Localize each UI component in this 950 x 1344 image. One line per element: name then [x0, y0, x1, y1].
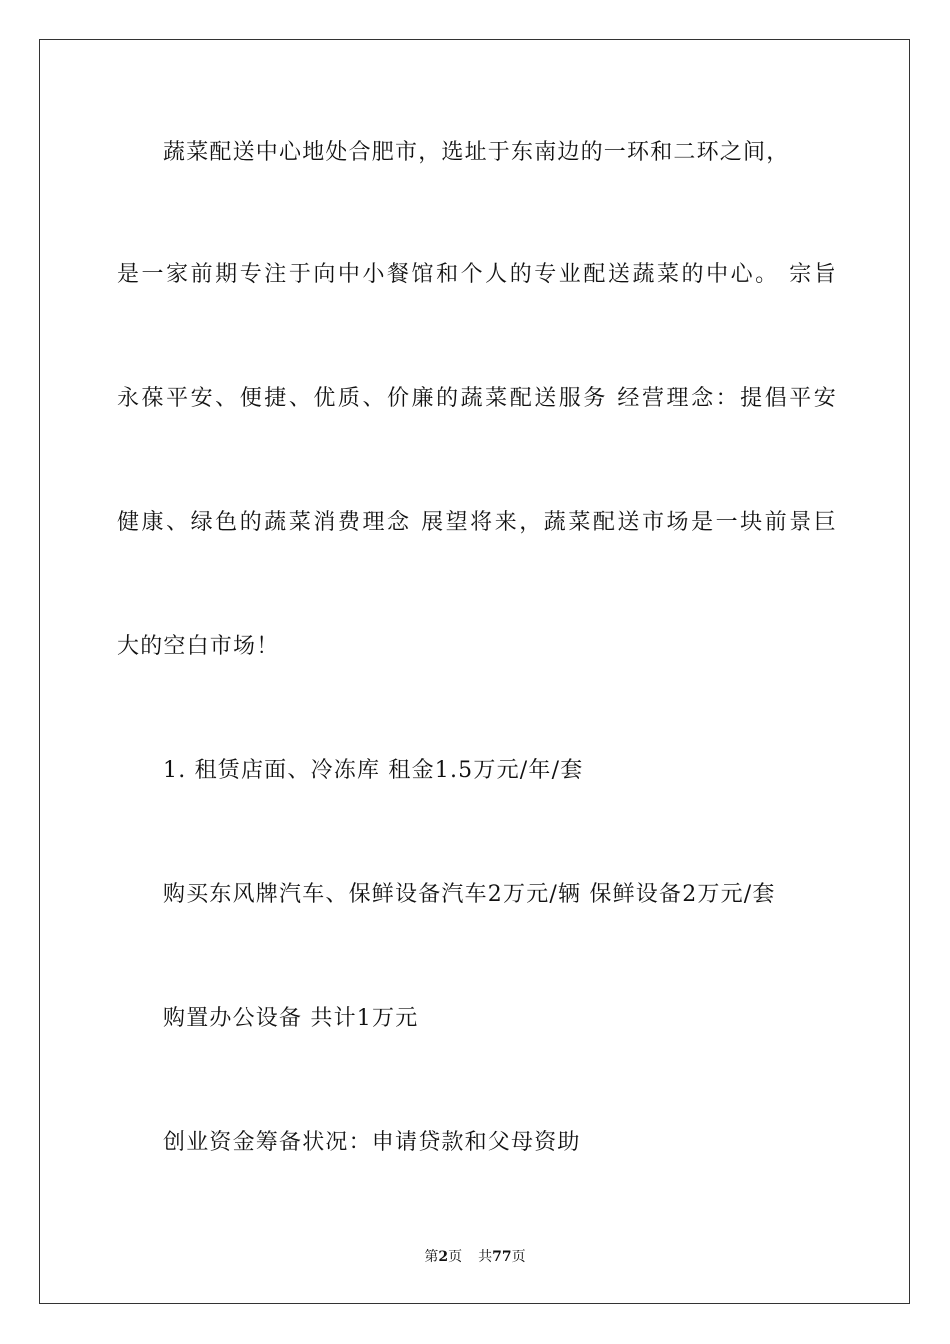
list-item: 购置办公设备 共计1万元 [163, 1006, 419, 1031]
paragraph-line: 蔬菜配送中心地处合肥市，选址于东南边的一环和二环之间， [163, 140, 790, 165]
page-border [39, 39, 910, 1304]
paragraph-line: 是一家前期专注于向中小餐馆和个人的专业配送蔬菜的中心。 宗旨 [117, 262, 837, 287]
page-total-count: 77 [492, 1249, 512, 1265]
list-item: 创业资金筹备状况：申请贷款和父母资助 [163, 1130, 581, 1155]
paragraph-line: 大的空白市场！ [117, 634, 280, 659]
page-number-suffix: 页 [448, 1249, 463, 1265]
paragraph-line: 健康、绿色的蔬菜消费理念 展望将来，蔬菜配送市场是一块前景巨 [117, 510, 837, 535]
page-total-prefix: 共 [478, 1249, 493, 1265]
paragraph-line: 永葆平安、便捷、优质、价廉的蔬菜配送服务 经营理念：提倡平安 [117, 386, 837, 411]
page-number-current: 2 [438, 1249, 449, 1265]
list-item: 1. 租赁店面、冷冻库 租金1.5万元/年/套 [163, 758, 584, 783]
page-footer [0, 1247, 950, 1267]
page-total-suffix: 页 [511, 1249, 526, 1265]
list-item: 购买东风牌汽车、保鲜设备汽车2万元/辆 保鲜设备2万元/套 [163, 882, 776, 907]
page-number-prefix: 第 [424, 1249, 439, 1265]
